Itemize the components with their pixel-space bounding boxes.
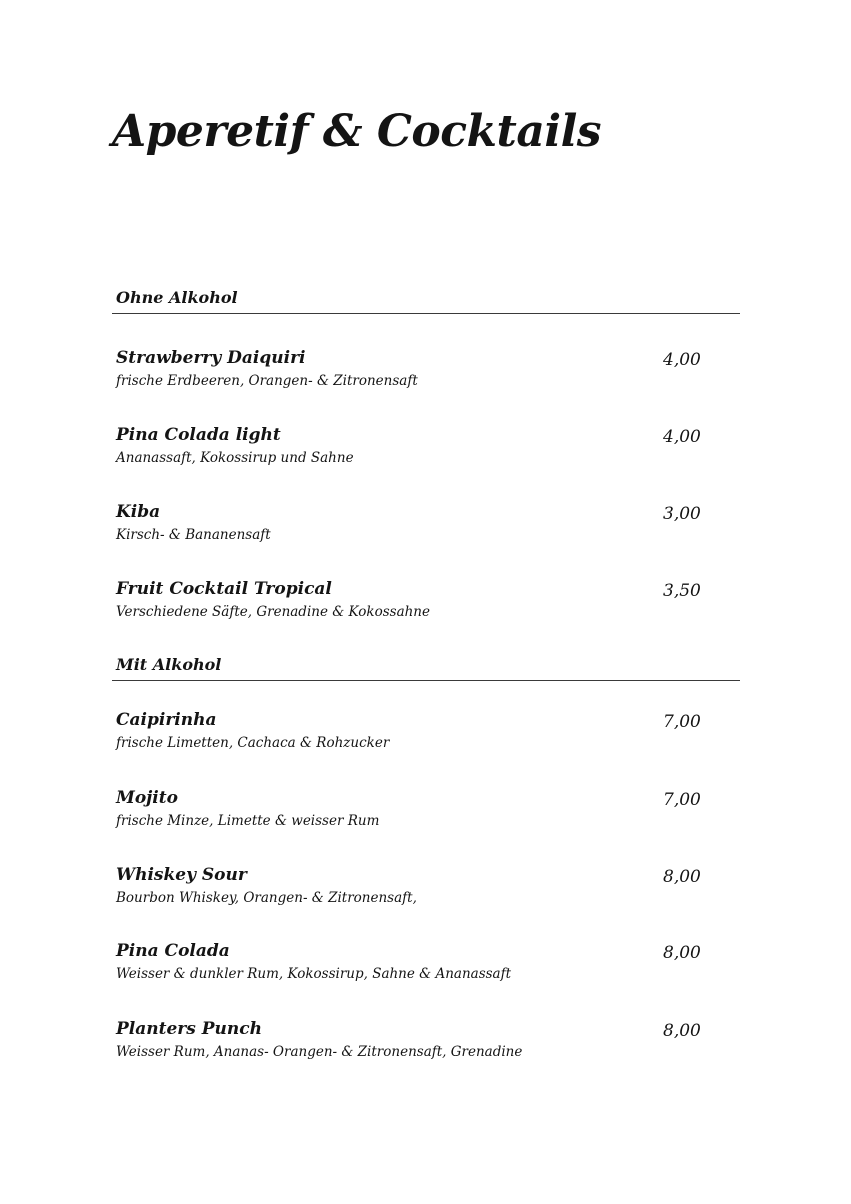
item-description: Ananassaft, Kokossirup und Sahne xyxy=(116,450,354,466)
menu-item xyxy=(0,710,851,766)
item-price: 8,00 xyxy=(663,867,701,887)
item-name: Whiskey Sour xyxy=(116,865,247,885)
item-price: 3,00 xyxy=(663,504,701,524)
item-price: 8,00 xyxy=(663,943,701,963)
item-description: Verschiedene Säfte, Grenadine & Kokossahne xyxy=(116,604,430,620)
section-heading: Mit Alkohol xyxy=(116,655,222,674)
section-heading: Ohne Alkohol xyxy=(116,288,238,307)
section-divider xyxy=(112,313,740,314)
item-description: Weisser Rum, Ananas- Orangen- & Zitronensaft, Grenadine xyxy=(116,1044,523,1060)
item-price: 7,00 xyxy=(663,712,701,732)
item-name: Fruit Cocktail Tropical xyxy=(116,579,332,599)
page-title: Aperetif & Cocktails xyxy=(112,106,602,157)
item-description: Bourbon Whiskey, Orangen- & Zitronensaft, xyxy=(116,890,417,906)
item-description: frische Minze, Limette & weisser Rum xyxy=(116,813,380,829)
item-price: 7,00 xyxy=(663,790,701,810)
item-description: Weisser & dunkler Rum, Kokossirup, Sahne & Ananassaft xyxy=(116,966,512,982)
menu-item xyxy=(0,579,851,635)
item-name: Caipirinha xyxy=(116,710,217,730)
menu-item xyxy=(0,941,851,997)
item-name: Kiba xyxy=(116,502,161,522)
item-name: Strawberry Daiquiri xyxy=(116,348,306,368)
item-description: frische Limetten, Cachaca & Rohzucker xyxy=(116,735,390,751)
item-name: Pina Colada xyxy=(116,941,230,961)
item-price: 3,50 xyxy=(663,581,701,601)
menu-item xyxy=(0,1019,851,1075)
item-price: 4,00 xyxy=(663,427,701,447)
item-price: 4,00 xyxy=(663,350,701,370)
menu-item xyxy=(0,502,851,558)
menu-item xyxy=(0,865,851,921)
item-name: Pina Colada light xyxy=(116,425,281,445)
menu-item xyxy=(0,788,851,844)
item-price: 8,00 xyxy=(663,1021,701,1041)
item-name: Planters Punch xyxy=(116,1019,262,1039)
item-description: frische Erdbeeren, Orangen- & Zitronensaft xyxy=(116,373,418,389)
menu-item xyxy=(0,348,851,404)
menu-item xyxy=(0,425,851,481)
section-divider xyxy=(112,680,740,681)
item-description: Kirsch- & Bananensaft xyxy=(116,527,271,543)
item-name: Mojito xyxy=(116,788,178,808)
